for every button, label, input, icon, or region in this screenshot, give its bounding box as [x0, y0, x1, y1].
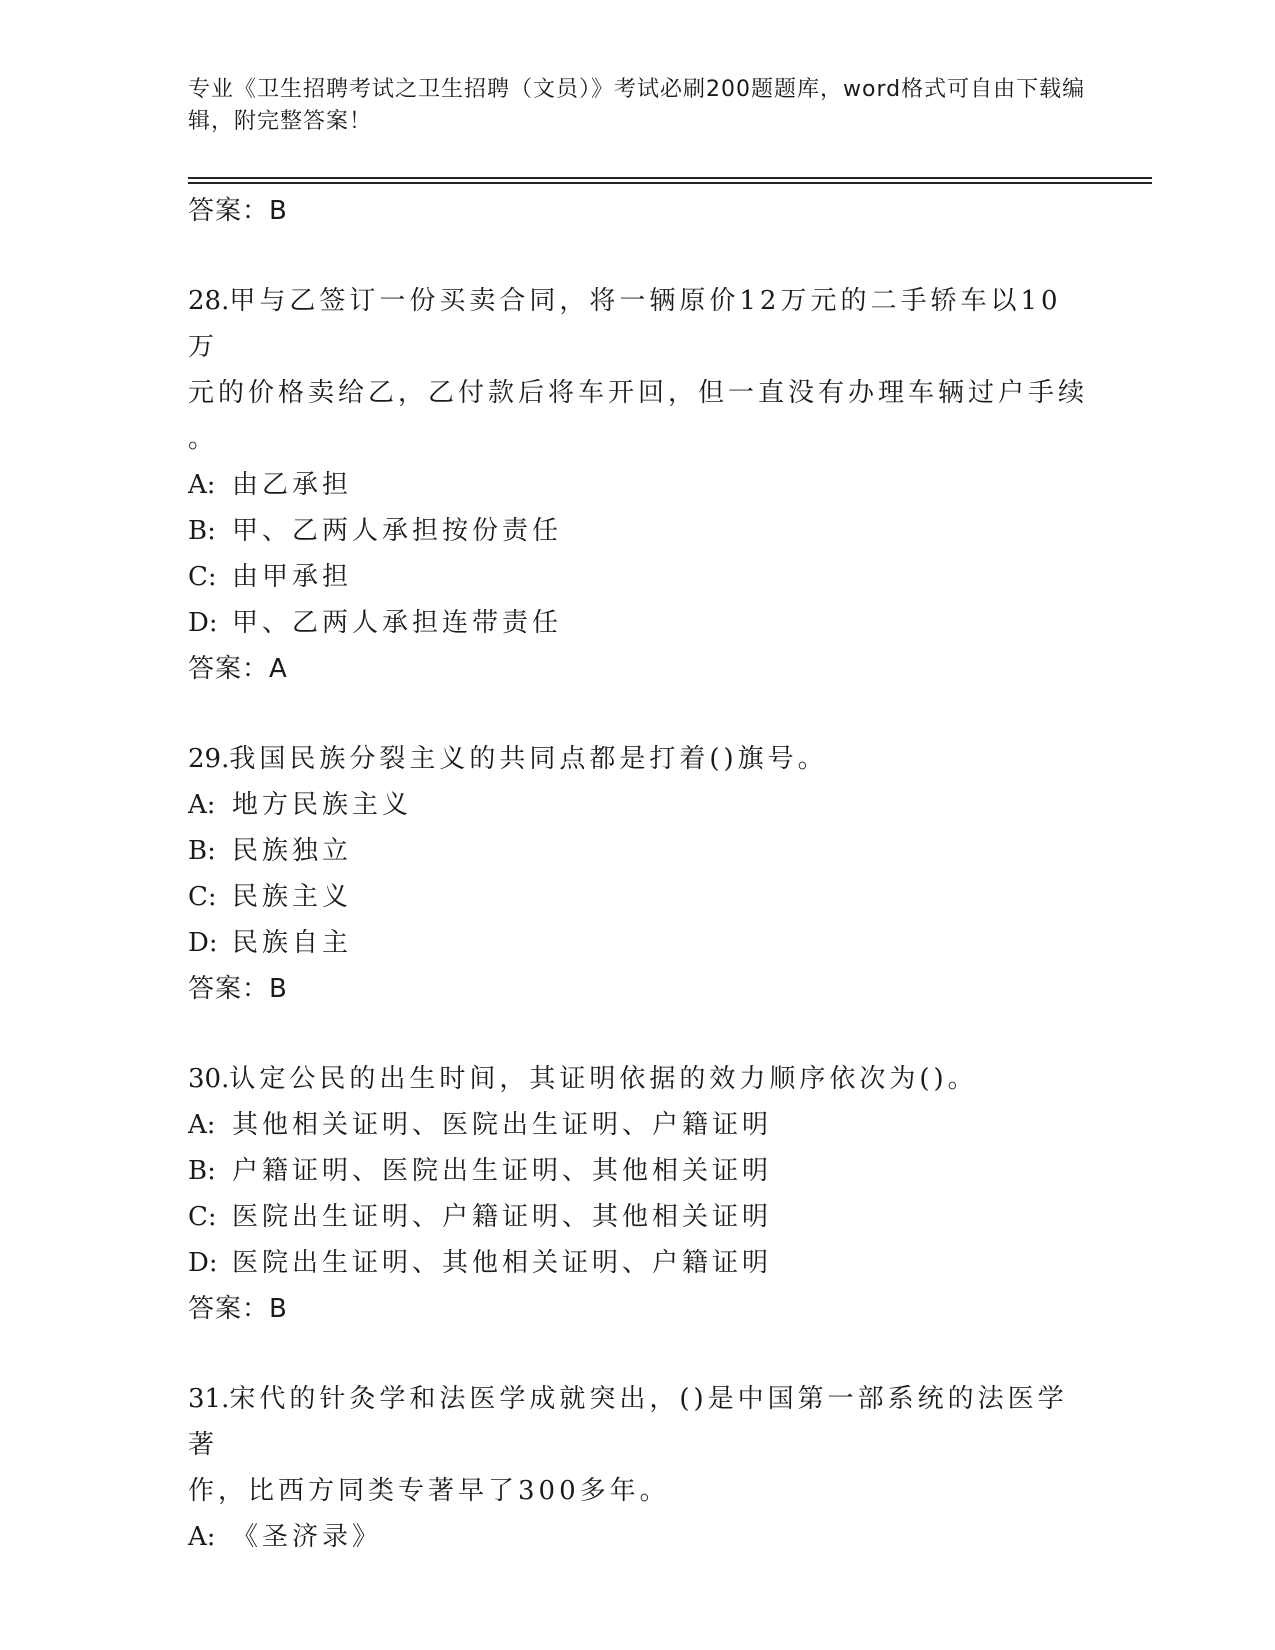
question-29	[188, 736, 1088, 1012]
question-number: 28.	[188, 286, 230, 316]
option-letter: C:	[188, 562, 217, 592]
header-divider-second	[188, 182, 1152, 184]
answer-previous-question: 答案：B	[188, 196, 288, 226]
option-letter: A:	[188, 790, 216, 820]
option-text: 民族独立	[232, 836, 353, 866]
option-letter: B:	[188, 1156, 216, 1186]
option-a	[188, 782, 1088, 828]
question-28-stem-line3: 。	[188, 424, 215, 454]
question-text: 认定公民的出生时间，其证明依据的效力顺序依次为()。	[229, 1064, 978, 1094]
option-d	[188, 600, 1088, 646]
option-letter: C:	[188, 882, 217, 912]
option-letter: A:	[188, 1522, 216, 1552]
option-b	[188, 508, 1088, 554]
question-30	[188, 1056, 1088, 1332]
option-a	[188, 1514, 1088, 1560]
option-a	[188, 1102, 1088, 1148]
option-letter: D:	[188, 928, 218, 958]
question-number: 30.	[188, 1064, 230, 1094]
option-b	[188, 828, 1088, 874]
question-28	[188, 278, 1088, 692]
question-31-stem-line2: 作，比西方同类专著早了300多年。	[188, 1476, 670, 1506]
option-d	[188, 920, 1088, 966]
question-28-stem	[188, 278, 1088, 370]
document-header: 专业《卫生招聘考试之卫生招聘（文员）》考试必刷200题题库，word格式可自由下载编辑，附完整答案！	[188, 77, 1086, 134]
option-letter: B:	[188, 836, 216, 866]
option-text: 甲、乙两人承担按份责任	[232, 516, 563, 546]
option-text: 医院出生证明、其他相关证明、户籍证明	[232, 1248, 773, 1278]
option-text: 其他相关证明、医院出生证明、户籍证明	[232, 1110, 773, 1140]
option-a	[188, 462, 1088, 508]
question-text: 我国民族分裂主义的共同点都是打着()旗号。	[229, 744, 828, 774]
question-31-stem	[188, 1376, 1088, 1468]
question-text-line1: 宋代的针灸学和法医学成就突出，()是中国第一部系统的法医学著	[188, 1384, 1068, 1460]
option-text: 《圣济录》	[232, 1522, 383, 1552]
option-letter: D:	[188, 608, 218, 638]
option-letter: A:	[188, 1110, 216, 1140]
option-c	[188, 874, 1088, 920]
question-28-stem-line2: 元的价格卖给乙，乙付款后将车开回，但一直没有办理车辆过户手续	[188, 378, 1089, 408]
option-text: 民族自主	[232, 928, 353, 958]
option-letter: C:	[188, 1202, 217, 1232]
question-29-stem	[188, 736, 1088, 782]
header-divider	[188, 177, 1152, 179]
option-text: 地方民族主义	[232, 790, 413, 820]
option-letter: B:	[188, 516, 216, 546]
option-c	[188, 1194, 1088, 1240]
option-text: 民族主义	[232, 882, 353, 912]
option-text: 由甲承担	[232, 562, 353, 592]
option-letter: D:	[188, 1248, 218, 1278]
question-list	[188, 188, 1088, 1560]
option-d	[188, 1240, 1088, 1286]
question-number: 31.	[188, 1384, 230, 1414]
option-letter: A:	[188, 470, 216, 500]
option-text: 医院出生证明、户籍证明、其他相关证明	[232, 1202, 773, 1232]
option-text: 由乙承担	[232, 470, 353, 500]
question-number: 29.	[188, 744, 230, 774]
answer-question-30: 答案：B	[188, 1294, 288, 1324]
option-text: 甲、乙两人承担连带责任	[232, 608, 563, 638]
question-text-line1: 甲与乙签订一份买卖合同，将一辆原价12万元的二手轿车以10万	[188, 286, 1062, 362]
question-31	[188, 1376, 1088, 1560]
answer-question-29: 答案：B	[188, 974, 288, 1004]
answer-question-28: 答案：A	[188, 654, 288, 684]
option-c	[188, 554, 1088, 600]
option-b	[188, 1148, 1088, 1194]
question-30-stem	[188, 1056, 1088, 1102]
option-text: 户籍证明、医院出生证明、其他相关证明	[232, 1156, 773, 1186]
